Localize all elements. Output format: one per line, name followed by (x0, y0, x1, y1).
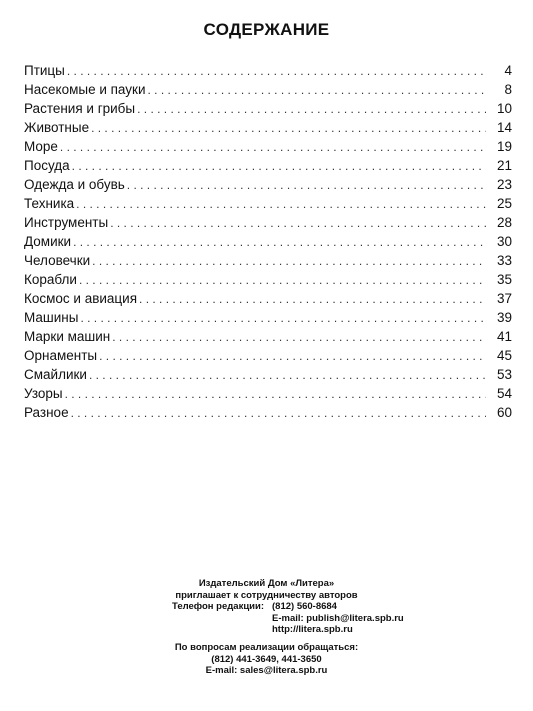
toc-entry-label: Человечки (24, 253, 91, 268)
table-of-contents (24, 61, 512, 422)
dot-leader (76, 195, 486, 214)
toc-entry-label: Домики (24, 234, 72, 249)
toc-entry-label: Орнаменты (24, 348, 98, 363)
toc-entry (24, 80, 512, 99)
dot-leader (112, 328, 486, 347)
toc-entry-label: Растения и грибы (24, 101, 136, 116)
page-title: СОДЕРЖАНИЕ (203, 20, 330, 39)
toc-entry-label: Море (24, 139, 58, 154)
toc-entry (24, 308, 512, 327)
toc-entry-label: Узоры (24, 386, 63, 401)
toc-entry (24, 232, 512, 251)
editorial-contacts (0, 601, 533, 635)
toc-entry-label: Разное (24, 405, 69, 420)
toc-entry-page: 33 (496, 253, 512, 268)
toc-entry-label: Смайлики (24, 367, 87, 382)
toc-entry-page: 35 (496, 272, 512, 287)
editorial-email: E-mail: publish@litera.spb.ru (272, 612, 404, 624)
toc-entry (24, 118, 512, 137)
toc-entry-page: 60 (496, 405, 512, 420)
toc-entry-page: 39 (496, 310, 512, 325)
toc-entry-label: Птицы (24, 63, 65, 78)
toc-entry-page: 25 (496, 196, 512, 211)
toc-entry-page: 45 (496, 348, 512, 363)
dot-leader (110, 214, 486, 233)
dot-leader (72, 157, 486, 176)
toc-entry (24, 213, 512, 232)
dot-leader (79, 271, 486, 290)
website-link[interactable]: http://litera.spb.ru (272, 624, 353, 635)
dot-leader (80, 309, 486, 328)
toc-entry-page: 53 (496, 367, 512, 382)
sales-email: E-mail: sales@litera.spb.ru (205, 665, 328, 676)
phone-label: Телефон редакции: (172, 601, 265, 612)
sales-heading: По вопросам реализации обращаться: (174, 642, 359, 653)
toc-entry-page: 21 (496, 158, 512, 173)
toc-entry (24, 175, 512, 194)
toc-entry-page: 37 (496, 291, 512, 306)
dot-leader (91, 119, 486, 138)
toc-entry-label: Корабли (24, 272, 77, 287)
publisher-name: Издательский Дом «Литера» (198, 578, 335, 589)
dot-leader (99, 347, 486, 366)
toc-entry-page: 14 (496, 120, 512, 135)
toc-entry (24, 99, 512, 118)
toc-entry-label: Космос и авиация (24, 291, 138, 306)
dot-leader (137, 100, 486, 119)
dot-leader (139, 290, 486, 309)
toc-entry (24, 270, 512, 289)
toc-entry (24, 365, 512, 384)
publisher-footer (0, 578, 533, 677)
toc-entry-page: 41 (496, 329, 512, 344)
toc-entry-label: Посуда (24, 158, 70, 173)
toc-entry (24, 289, 512, 308)
author-invitation: приглашает к сотрудничеству авторов (175, 589, 358, 601)
toc-entry-page: 19 (496, 139, 512, 154)
toc-entry (24, 137, 512, 156)
toc-entry (24, 346, 512, 365)
toc-entry-page: 23 (496, 177, 512, 192)
dot-leader (65, 385, 486, 404)
toc-entry (24, 61, 512, 80)
dot-leader (92, 252, 486, 271)
toc-entry (24, 251, 512, 270)
toc-entry-page: 28 (496, 215, 512, 230)
toc-entry-page: 30 (496, 234, 512, 249)
dot-leader (127, 176, 486, 195)
toc-entry-label: Одежда и обувь (24, 177, 125, 192)
dot-leader (147, 81, 486, 100)
toc-entry-page: 8 (504, 82, 512, 97)
toc-entry-page: 10 (496, 101, 512, 116)
dot-leader (60, 138, 486, 157)
toc-entry-page: 4 (504, 63, 512, 78)
editorial-phone: (812) 560-8684 (272, 601, 337, 612)
dot-leader (67, 62, 486, 81)
toc-entry-label: Машины (24, 310, 79, 325)
toc-entry (24, 384, 512, 403)
toc-entry-label: Животные (24, 120, 90, 135)
toc-entry-label: Насекомые и пауки (24, 82, 146, 97)
dot-leader (73, 233, 486, 252)
toc-entry-label: Инструменты (24, 215, 109, 230)
dot-leader (71, 404, 486, 423)
toc-entry-label: Марки машин (24, 329, 111, 344)
toc-entry-page: 54 (496, 386, 512, 401)
toc-entry (24, 327, 512, 346)
dot-leader (89, 366, 486, 385)
toc-entry-label: Техника (24, 196, 75, 211)
toc-entry (24, 156, 512, 175)
toc-entry (24, 194, 512, 213)
toc-entry (24, 403, 512, 422)
sales-phones: (812) 441-3649, 441-3650 (211, 653, 322, 665)
